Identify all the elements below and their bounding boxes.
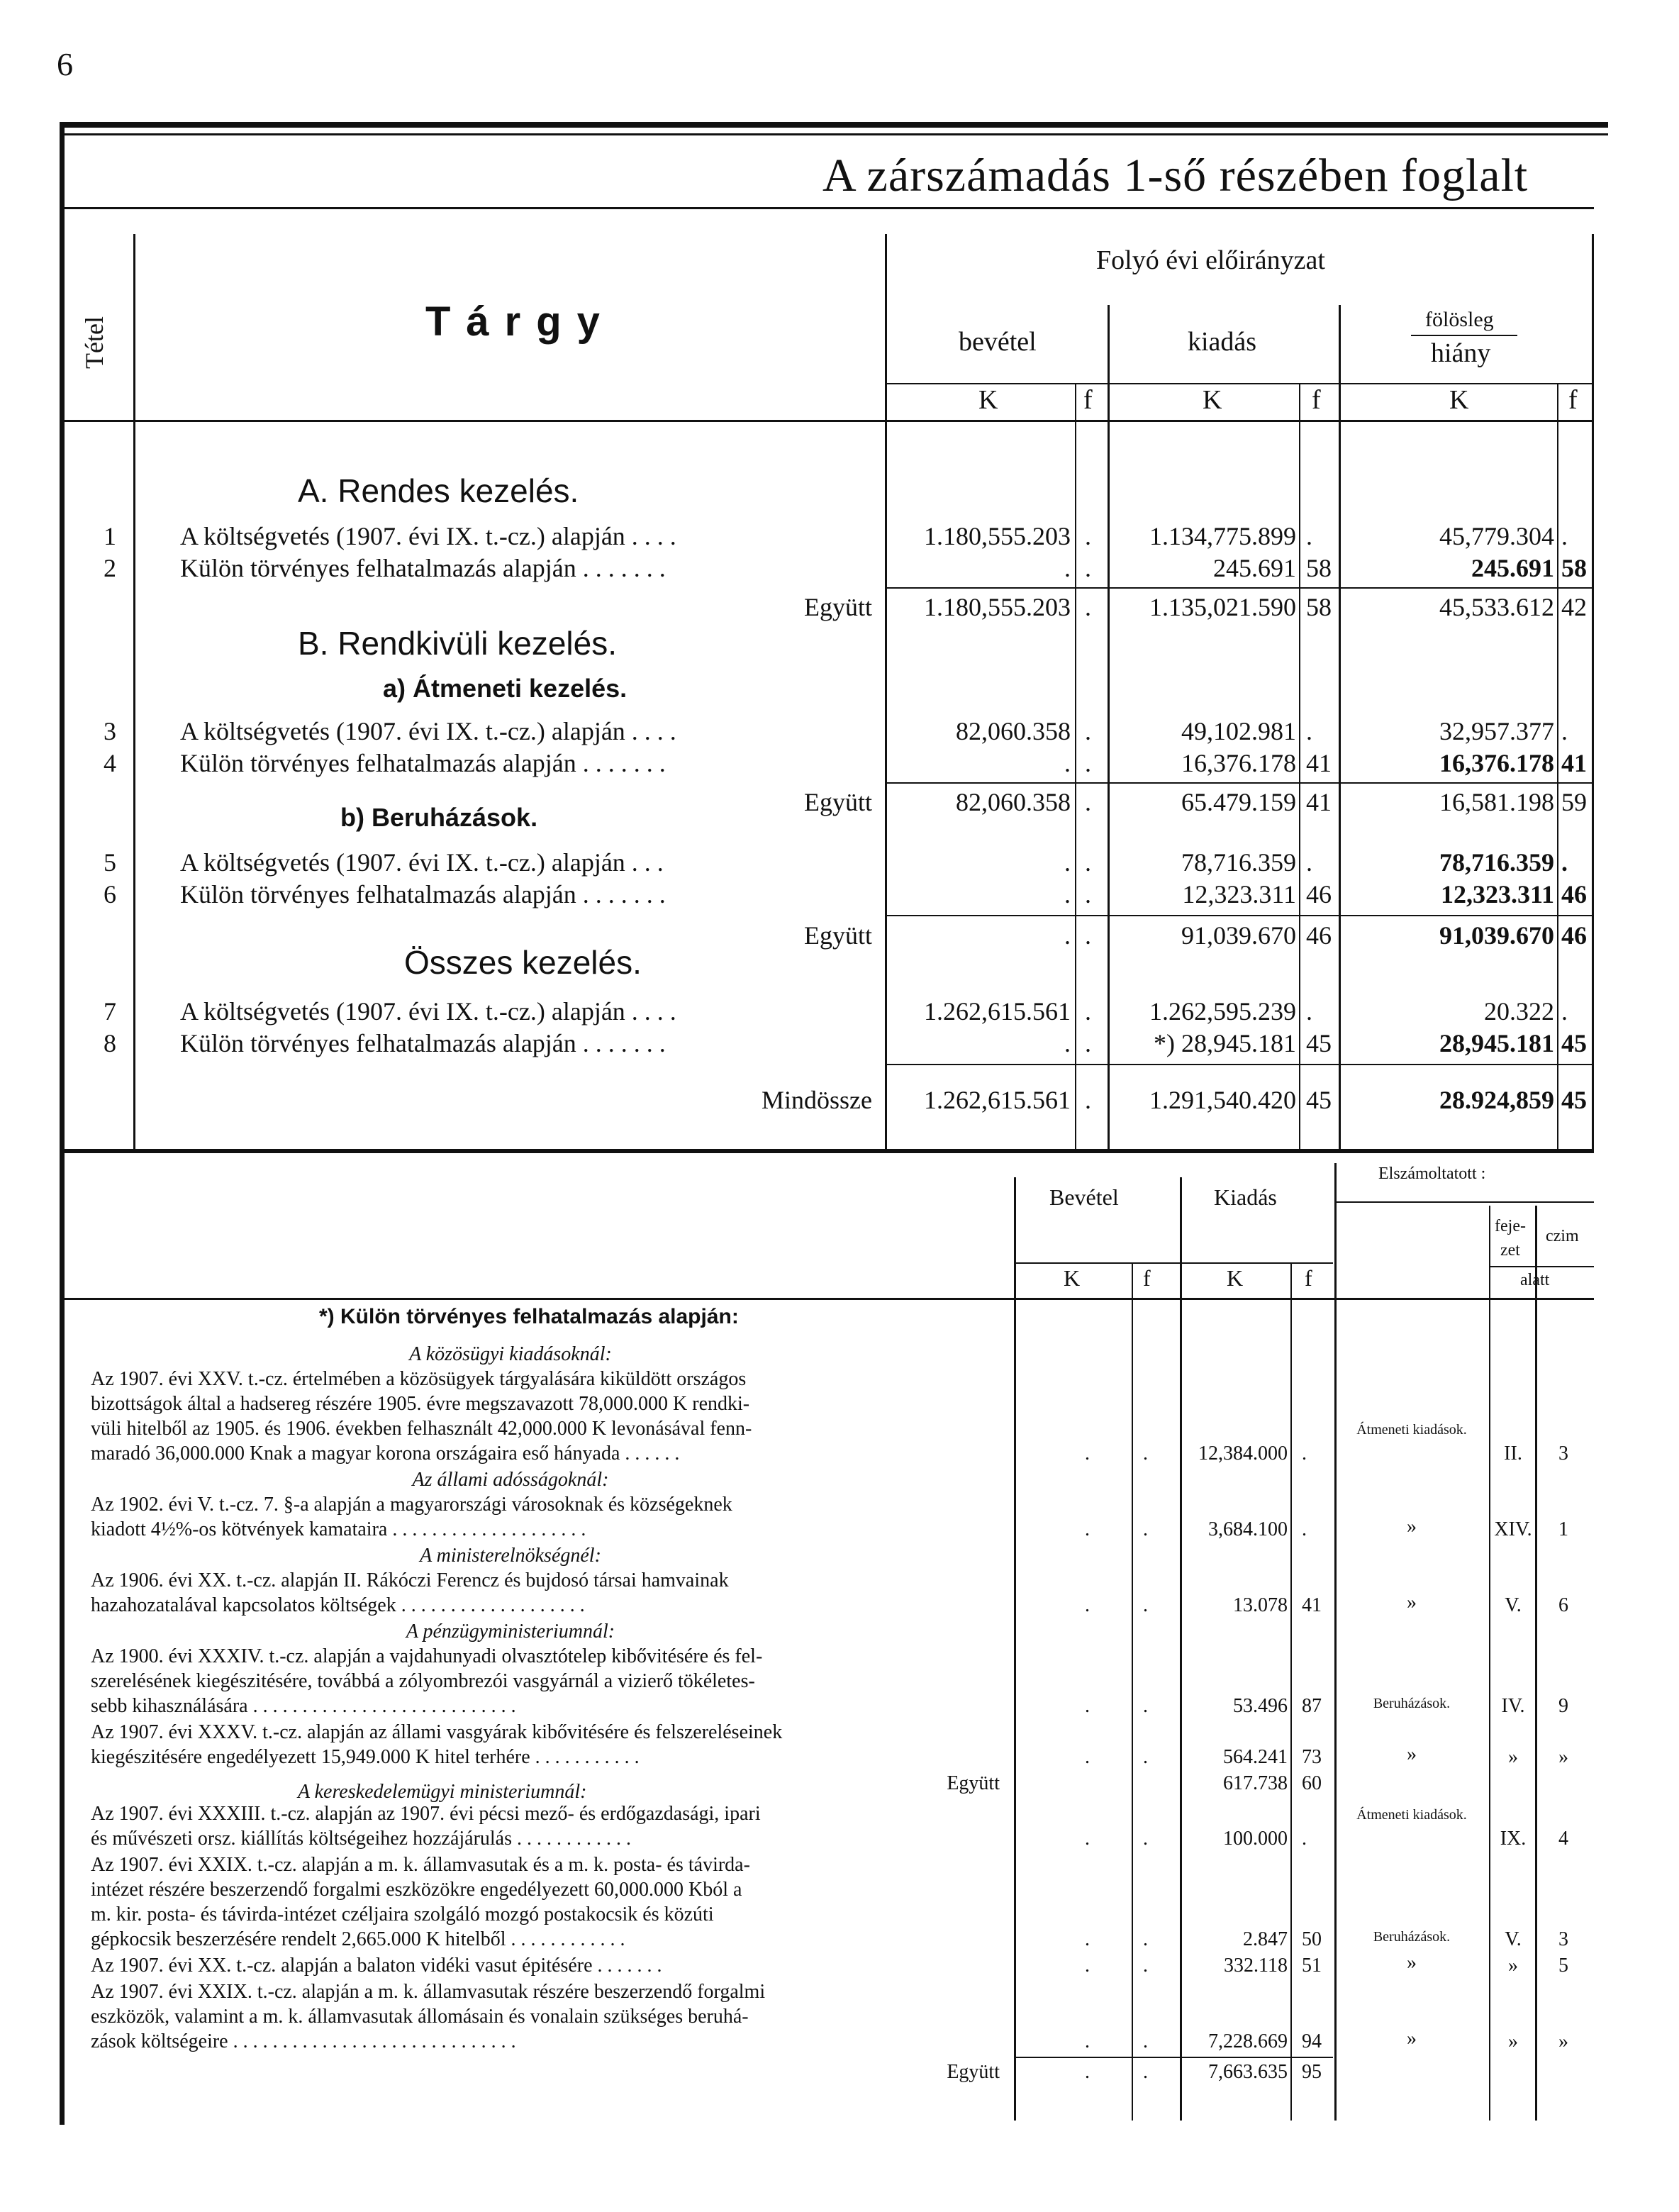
- lower-kia-f: f: [1305, 1265, 1312, 1291]
- note-line: és művészeti orsz. kiállítás költségeihez hozzájárulás . . . . . . . . . . . .: [91, 1828, 632, 1850]
- note-bevetel-k: .: [1085, 2061, 1090, 2083]
- bevetel-k-value: 1.180,555.203: [924, 593, 1071, 621]
- bevetel-k: K: [978, 385, 998, 415]
- note-kiadas-k: 332.118: [1224, 1955, 1288, 1977]
- row-number: 4: [104, 749, 116, 777]
- bevetel-k-value: .: [1064, 848, 1071, 877]
- folosleg-k-value: 20.322: [1484, 997, 1554, 1026]
- folosleg-k-value: 45,779.304: [1439, 522, 1554, 550]
- targy-column-rule: [885, 234, 887, 1149]
- lower-bev-k: K: [1064, 1265, 1081, 1291]
- note-bevetel-k: .: [1085, 1443, 1090, 1465]
- kiadas-f: f: [1312, 385, 1321, 415]
- row-label: A költségvetés (1907. évi IX. t.-cz.) alapján . . . .: [180, 997, 676, 1026]
- table-bottom-rule: [60, 1149, 1594, 1153]
- row-label: A költségvetés (1907. évi IX. t.-cz.) alapján . . .: [180, 848, 664, 877]
- kiadas-f-value: .: [1306, 717, 1312, 745]
- row-label: Külön törvényes felhatalmazás alapján . . . . . . .: [180, 749, 666, 777]
- bevetel-column-rule: [1108, 305, 1110, 1149]
- row-label: A költségvetés (1907. évi IX. t.-cz.) alapján . . . .: [180, 717, 676, 745]
- section-c: Összes kezelés.: [404, 944, 642, 981]
- header-bottom-rule: [60, 420, 1594, 422]
- subtotal-rule: [886, 782, 1592, 784]
- section-bb: b) Beruházások.: [340, 803, 538, 832]
- note-kiadas-k: 7,663.635: [1208, 2061, 1288, 2083]
- lower-unit-rule: [1014, 1262, 1333, 1264]
- note-kiadas-f: 41: [1302, 1594, 1322, 1616]
- note-elszamolt: »: [1407, 1952, 1417, 1974]
- top-rule: [60, 122, 1608, 128]
- bevetel-f-rule: [1075, 383, 1076, 1149]
- kiadas-k-value: 1.262,595.239: [1149, 997, 1296, 1026]
- folosleg-f-value: .: [1561, 717, 1568, 745]
- kiadas-f-value: 45: [1306, 1086, 1332, 1114]
- row-label: Külön törvényes felhatalmazás alapján . . . . . . .: [180, 1029, 666, 1057]
- note-bevetel-f: .: [1143, 1928, 1148, 1950]
- row-label: Mindössze: [762, 1086, 872, 1114]
- folosleg-k-value: 28.924,859: [1439, 1086, 1554, 1114]
- kiadas-k-value: 1.134,775.899: [1149, 522, 1296, 550]
- note-kiadas-k: 12,384.000: [1198, 1443, 1288, 1465]
- note-czim: 5: [1558, 1955, 1568, 1977]
- folosleg-f-value: 45: [1561, 1086, 1587, 1114]
- kiadas-f-value: .: [1306, 848, 1312, 877]
- folosleg-f-value: 41: [1561, 749, 1587, 777]
- note-line: Az 1907. évi XXIX. t.-cz. alapján a m. k. államvasutak és a m. k. posta- és távirda-: [91, 1854, 750, 1876]
- note-fejezet: II.: [1504, 1443, 1522, 1465]
- note-elszamolt: »: [1407, 2028, 1417, 2050]
- kiadas-f-value: 46: [1306, 921, 1332, 950]
- bevetel-f-value: .: [1085, 997, 1091, 1026]
- section-a: A. Rendes kezelés.: [298, 472, 579, 509]
- bevetel-k-value: .: [1064, 921, 1071, 950]
- row-label: Együtt: [804, 593, 872, 621]
- folosleg-f-value: 42: [1561, 593, 1587, 621]
- note-line: intézet részére beszerzendő forgalmi eszközökre engedélyezett 60,000.000 Kból a: [91, 1879, 742, 1901]
- note-kiadas-k: 3,684.100: [1208, 1518, 1288, 1540]
- tetel-header: Tétel: [80, 316, 108, 369]
- note-line: Az 1907. évi XX. t.-cz. alapján a balaton vidéki vasut épitésére . . . . . . .: [91, 1955, 662, 1977]
- kiadas-k-value: 65.479.159: [1181, 788, 1296, 816]
- kiadas-f-value: 58: [1306, 554, 1332, 582]
- folosleg-f-value: .: [1561, 997, 1568, 1026]
- folosleg-k-value: 45,533.612: [1439, 593, 1554, 621]
- note-kiadas-f: .: [1302, 1828, 1307, 1850]
- lower-bev-f: f: [1143, 1265, 1151, 1291]
- row-label: Külön törvényes felhatalmazás alapján . . . . . . .: [180, 880, 666, 908]
- bevetel-k-value: .: [1064, 554, 1071, 582]
- right-frame: [1592, 234, 1594, 1149]
- note-kiadas-k: 13.078: [1233, 1594, 1288, 1616]
- note-line: Az 1907. évi XXV. t.-cz. értelmében a közösügyek tárgyalására kiküldött országos: [91, 1368, 747, 1390]
- note-line: m. kir. posta- és távirda-intézet czéljaira szolgáló mozgó postakocsik és közúti: [91, 1903, 714, 1925]
- row-label: A költségvetés (1907. évi IX. t.-cz.) alapján . . . .: [180, 522, 676, 550]
- total-rule: [886, 1064, 1592, 1065]
- note-line: Az 1902. évi V. t.-cz. 7. §-a alapján a magyarországi városoknak és községeknek: [91, 1494, 732, 1516]
- folosleg-f: f: [1568, 385, 1578, 415]
- section-b: B. Rendkivüli kezelés.: [298, 625, 617, 662]
- note-bevetel-f: .: [1143, 1518, 1148, 1540]
- note-total-label: Együtt: [947, 2061, 1000, 2083]
- note-czim: 3: [1558, 1443, 1568, 1465]
- bevetel-f-value: .: [1085, 880, 1091, 908]
- note-heading: A ministerelnökségnél:: [420, 1545, 601, 1567]
- note-line: hazahozatalával kapcsolatos költségek . . . . . . . . . . . . . . . . . . .: [91, 1594, 585, 1616]
- note-elszamolt: Beruházások.: [1373, 1696, 1451, 1711]
- kiadas-k-value: 245.691: [1213, 554, 1296, 582]
- note-line: Az 1907. évi XXIX. t.-cz. alapján a m. k. államvasutak részére beszerzendő forgalmi: [91, 1981, 766, 2003]
- note-line: vüli hitelből az 1905. és 1906. években felhasznált 42,000.000 K levonásával fenn-: [91, 1418, 752, 1440]
- folosleg-k-value: 28,945.181: [1439, 1029, 1554, 1057]
- section-ba: a) Átmeneti kezelés.: [383, 674, 627, 703]
- note-kiadas-f: 60: [1302, 1772, 1322, 1794]
- note-czim: »: [1558, 2030, 1568, 2052]
- kiadas-k-value: 78,716.359: [1181, 848, 1296, 877]
- kiadas-f-value: 46: [1306, 880, 1332, 908]
- kiadas-k-value: *) 28,945.181: [1154, 1029, 1296, 1057]
- note-line: eszközök, valamint a m. k. államvasutak állomásain és vonalain szükséges beruhá-: [91, 2006, 749, 2028]
- bevetel-f-value: .: [1085, 717, 1091, 745]
- kiadas-k-value: 1.135,021.590: [1149, 593, 1296, 621]
- kiadas-header: kiadás: [1188, 327, 1257, 357]
- note-line: bizottságok által a hadsereg részére 1905. évre megszavazott 78,000.000 K rendki-: [91, 1393, 750, 1415]
- note-bevetel-f: .: [1143, 1443, 1148, 1465]
- bevetel-k-value: 1.180,555.203: [924, 522, 1071, 550]
- kiadas-f-value: 41: [1306, 749, 1332, 777]
- note-heading: A pénzügyministeriumnál:: [406, 1621, 615, 1643]
- note-kiadas-f: 95: [1302, 2061, 1322, 2083]
- row-label: Külön törvényes felhatalmazás alapján . . . . . . .: [180, 554, 666, 582]
- lower-czim-rule: [1535, 1206, 1537, 2121]
- lower-kia-k: K: [1227, 1265, 1244, 1291]
- note-fejezet: IV.: [1501, 1695, 1525, 1717]
- note-line: zások költségeire . . . . . . . . . . . . . . . . . . . . . . . . . . . . .: [91, 2030, 516, 2052]
- note-line: gépkocsik beszerzésére rendelt 2,665.000 K hitelből . . . . . . . . . . . .: [91, 1928, 625, 1950]
- kiadas-k-value: 1.291,540.420: [1149, 1086, 1296, 1114]
- note-kiadas-f: .: [1302, 1443, 1307, 1465]
- kiadas-k: K: [1203, 385, 1222, 415]
- folosleg-f-value: 45: [1561, 1029, 1587, 1057]
- lower-header-bottom-rule: [60, 1298, 1594, 1300]
- tetel-column-rule: [133, 234, 135, 1149]
- note-czim: 9: [1558, 1695, 1568, 1717]
- folosleg-k: K: [1449, 385, 1469, 415]
- note-line: kiegészitésére engedélyezett 15,949.000 K hitel terhére . . . . . . . . . . .: [91, 1746, 640, 1768]
- bevetel-f-value: .: [1085, 788, 1091, 816]
- note-elszamolt: Beruházások.: [1373, 1929, 1451, 1945]
- row-number: 2: [104, 554, 116, 582]
- note-kiadas-f: 51: [1302, 1955, 1322, 1977]
- bevetel-k-value: 1.262,615.561: [924, 997, 1071, 1026]
- note-bevetel-k: .: [1085, 1695, 1090, 1717]
- kiadas-k-value: 49,102.981: [1181, 717, 1296, 745]
- bevetel-f-value: .: [1085, 921, 1091, 950]
- note-fejezet: XIV.: [1494, 1518, 1532, 1540]
- note-kiadas-f: .: [1302, 1518, 1307, 1540]
- folosleg-f-value: .: [1561, 848, 1568, 877]
- kiadas-f-value: .: [1306, 997, 1312, 1026]
- notes-title: *) Külön törvényes felhatalmazás alapján:: [319, 1305, 739, 1328]
- lower-bevetel-left-rule: [1014, 1177, 1016, 2121]
- row-number: 5: [104, 848, 116, 877]
- note-elszamolt: »: [1407, 1591, 1417, 1613]
- kiadas-k-value: 12,323.311: [1182, 880, 1296, 908]
- note-total-rule: [1015, 2057, 1333, 2058]
- bevetel-k-value: .: [1064, 749, 1071, 777]
- note-line: Az 1907. évi XXXIII. t.-cz. alapján az 1907. évi pécsi mező- és erdőgazdasági, ipari: [91, 1803, 761, 1825]
- note-bevetel-k: .: [1085, 1928, 1090, 1950]
- note-heading: Az állami adósságoknál:: [412, 1469, 609, 1491]
- note-heading: A közösügyi kiadásoknál:: [409, 1343, 612, 1365]
- note-bevetel-k: .: [1085, 1518, 1090, 1540]
- note-bevetel-f: .: [1143, 1828, 1148, 1850]
- row-number: 8: [104, 1029, 116, 1057]
- note-bevetel-f: .: [1143, 2061, 1148, 2083]
- folosleg-rule: [1411, 335, 1517, 336]
- lower-bevetel-header: Bevétel: [1049, 1184, 1119, 1210]
- page-number: 6: [57, 46, 73, 82]
- note-czim: 6: [1558, 1594, 1568, 1616]
- note-elszamolt: Átmeneti kiadások.: [1356, 1807, 1467, 1823]
- note-bevetel-f: .: [1143, 1594, 1148, 1616]
- folosleg-f-rule: [1557, 383, 1558, 1149]
- row-label: Együtt: [804, 921, 872, 950]
- note-bevetel-f: .: [1143, 1746, 1148, 1768]
- note-fejezet: »: [1508, 1955, 1518, 1977]
- note-kiadas-k: 100.000: [1223, 1828, 1288, 1850]
- bevetel-f-value: .: [1085, 749, 1091, 777]
- note-bevetel-f: .: [1143, 2030, 1148, 2052]
- note-kiadas-k: 2.847: [1243, 1928, 1288, 1950]
- subtotal-rule: [886, 915, 1592, 916]
- fejezet-header: feje- zet: [1495, 1217, 1526, 1260]
- note-line: kiadott 4½%-os kötvények kamataira . . . . . . . . . . . . . . . . . . . .: [91, 1518, 586, 1540]
- bevetel-f-value: .: [1085, 848, 1091, 877]
- folosleg-f-value: 46: [1561, 880, 1587, 908]
- note-fejezet: IX.: [1500, 1828, 1527, 1850]
- row-label: Együtt: [804, 788, 872, 816]
- note-line: Az 1906. évi XX. t.-cz. alapján II. Rákóczi Ferencz és bujdosó társai hamvainak: [91, 1569, 729, 1591]
- note-elszamolt: »: [1407, 1516, 1417, 1538]
- note-kiadas-f: 73: [1302, 1746, 1322, 1768]
- note-fejezet: V.: [1505, 1928, 1522, 1950]
- folosleg-f-value: .: [1561, 522, 1568, 550]
- note-heading: A kereskedelemügyi ministeriumnál:: [298, 1781, 587, 1803]
- folosleg-header: fölösleg: [1425, 308, 1494, 331]
- note-elszamolt: Átmeneti kiadások.: [1356, 1422, 1467, 1438]
- note-bevetel-k: .: [1085, 1746, 1090, 1768]
- kiadas-f-value: 58: [1306, 593, 1332, 621]
- left-frame: [60, 122, 65, 2125]
- lower-bev-f-rule: [1132, 1262, 1133, 2121]
- note-line: Az 1900. évi XXXIV. t.-cz. alapján a vajdahunyadi olvasztótelep kibővitésére és fel-: [91, 1645, 763, 1667]
- note-kiadas-k: 564.241: [1223, 1746, 1288, 1768]
- note-kiadas-k: 7,228.669: [1208, 2030, 1288, 2052]
- folosleg-k-value: 91,039.670: [1439, 921, 1554, 950]
- bevetel-k-value: 82,060.358: [956, 788, 1071, 816]
- bevetel-k-value: 82,060.358: [956, 717, 1071, 745]
- top-rule-thin: [60, 133, 1608, 135]
- folosleg-k-value: 16,376.178: [1439, 749, 1554, 777]
- bevetel-f-value: .: [1085, 593, 1091, 621]
- bevetel-f-value: .: [1085, 522, 1091, 550]
- kiadas-column-rule: [1339, 305, 1341, 1149]
- bevetel-f-value: .: [1085, 1029, 1091, 1057]
- group-header: Folyó évi előirányzat: [1096, 245, 1325, 275]
- note-czim: 1: [1558, 1518, 1568, 1540]
- note-bevetel-f: .: [1143, 1955, 1148, 1977]
- row-number: 7: [104, 997, 116, 1026]
- lower-kiadas-left-rule: [1180, 1177, 1182, 2121]
- lower-elsz-left-rule: [1334, 1163, 1337, 2121]
- bevetel-f-value: .: [1085, 554, 1091, 582]
- czim-header: czim: [1546, 1227, 1579, 1245]
- hiany-header: hiány: [1431, 338, 1491, 368]
- bevetel-f-value: .: [1085, 1086, 1091, 1114]
- kiadas-k-value: 91,039.670: [1181, 921, 1296, 950]
- note-line: maradó 36,000.000 Knak a magyar korona országaira eső hányada . . . . . .: [91, 1443, 680, 1465]
- note-line: sebb kihasználására . . . . . . . . . . . . . . . . . . . . . . . . . . .: [91, 1695, 516, 1717]
- note-kiadas-k: 53.496: [1233, 1695, 1288, 1717]
- note-czim: 3: [1558, 1928, 1568, 1950]
- row-number: 1: [104, 522, 116, 550]
- page-title: A zárszámadás 1-ső részében foglalt: [822, 150, 1529, 201]
- kiadas-f-value: 45: [1306, 1029, 1332, 1057]
- note-line: Az 1907. évi XXXV. t.-cz. alapján az állami vasgyárak kibővitésére és felszereléseinek: [91, 1721, 783, 1743]
- note-subtotal-label: Együtt: [947, 1772, 1000, 1794]
- kiadas-f-value: .: [1306, 522, 1312, 550]
- folosleg-f-value: 59: [1561, 788, 1587, 816]
- folosleg-k-value: 245.691: [1471, 554, 1554, 582]
- note-fejezet: »: [1508, 1746, 1518, 1768]
- note-elszamolt: »: [1407, 1743, 1417, 1765]
- lower-kia-f-rule: [1290, 1262, 1292, 2121]
- row-number: 6: [104, 880, 116, 908]
- folosleg-k-value: 12,323.311: [1440, 880, 1554, 908]
- bevetel-k-value: .: [1064, 880, 1071, 908]
- lower-kiadas-header: Kiadás: [1214, 1184, 1277, 1210]
- bevetel-k-value: 1.262,615.561: [924, 1086, 1071, 1114]
- note-bevetel-f: .: [1143, 1695, 1148, 1717]
- note-line: szerelésének kiegészitésére, továbbá a zólyombrezói vasgyárnál a vizierő tökéletes-: [91, 1670, 755, 1692]
- note-czim: »: [1558, 1746, 1568, 1768]
- note-kiadas-k: 617.738: [1223, 1772, 1288, 1794]
- note-kiadas-f: 50: [1302, 1928, 1322, 1950]
- lower-alatt-rule: [1489, 1266, 1594, 1267]
- kiadas-f-value: 41: [1306, 788, 1332, 816]
- note-bevetel-k: .: [1085, 1594, 1090, 1616]
- targy-header: Tárgy: [425, 299, 615, 345]
- note-kiadas-f: 87: [1302, 1695, 1322, 1717]
- row-number: 3: [104, 717, 116, 745]
- alatt-header: alatt: [1520, 1271, 1550, 1289]
- bevetel-f: f: [1083, 385, 1093, 415]
- folosleg-f-value: 46: [1561, 921, 1587, 950]
- note-bevetel-k: .: [1085, 2030, 1090, 2052]
- folosleg-k-value: 78,716.359: [1439, 848, 1554, 877]
- note-bevetel-k: .: [1085, 1955, 1090, 1977]
- folosleg-k-value: 16,581.198: [1439, 788, 1554, 816]
- lower-elsz-rule: [1334, 1201, 1594, 1203]
- elszamoltatott-header: Elszámoltatott :: [1378, 1165, 1486, 1183]
- subtotal-rule: [886, 587, 1592, 589]
- kiadas-f-rule: [1299, 383, 1300, 1149]
- folosleg-k-value: 32,957.377: [1439, 717, 1554, 745]
- note-czim: 4: [1558, 1828, 1568, 1850]
- bevetel-header: bevétel: [959, 327, 1037, 357]
- folosleg-f-value: 58: [1561, 554, 1587, 582]
- kiadas-k-value: 16,376.178: [1181, 749, 1296, 777]
- lower-fej-rule: [1489, 1206, 1490, 2121]
- note-fejezet: »: [1508, 2030, 1518, 2052]
- header-top-rule: [60, 207, 1594, 209]
- bevetel-k-value: .: [1064, 1029, 1071, 1057]
- note-bevetel-k: .: [1085, 1828, 1090, 1850]
- note-fejezet: V.: [1505, 1594, 1522, 1616]
- note-kiadas-f: 94: [1302, 2030, 1322, 2052]
